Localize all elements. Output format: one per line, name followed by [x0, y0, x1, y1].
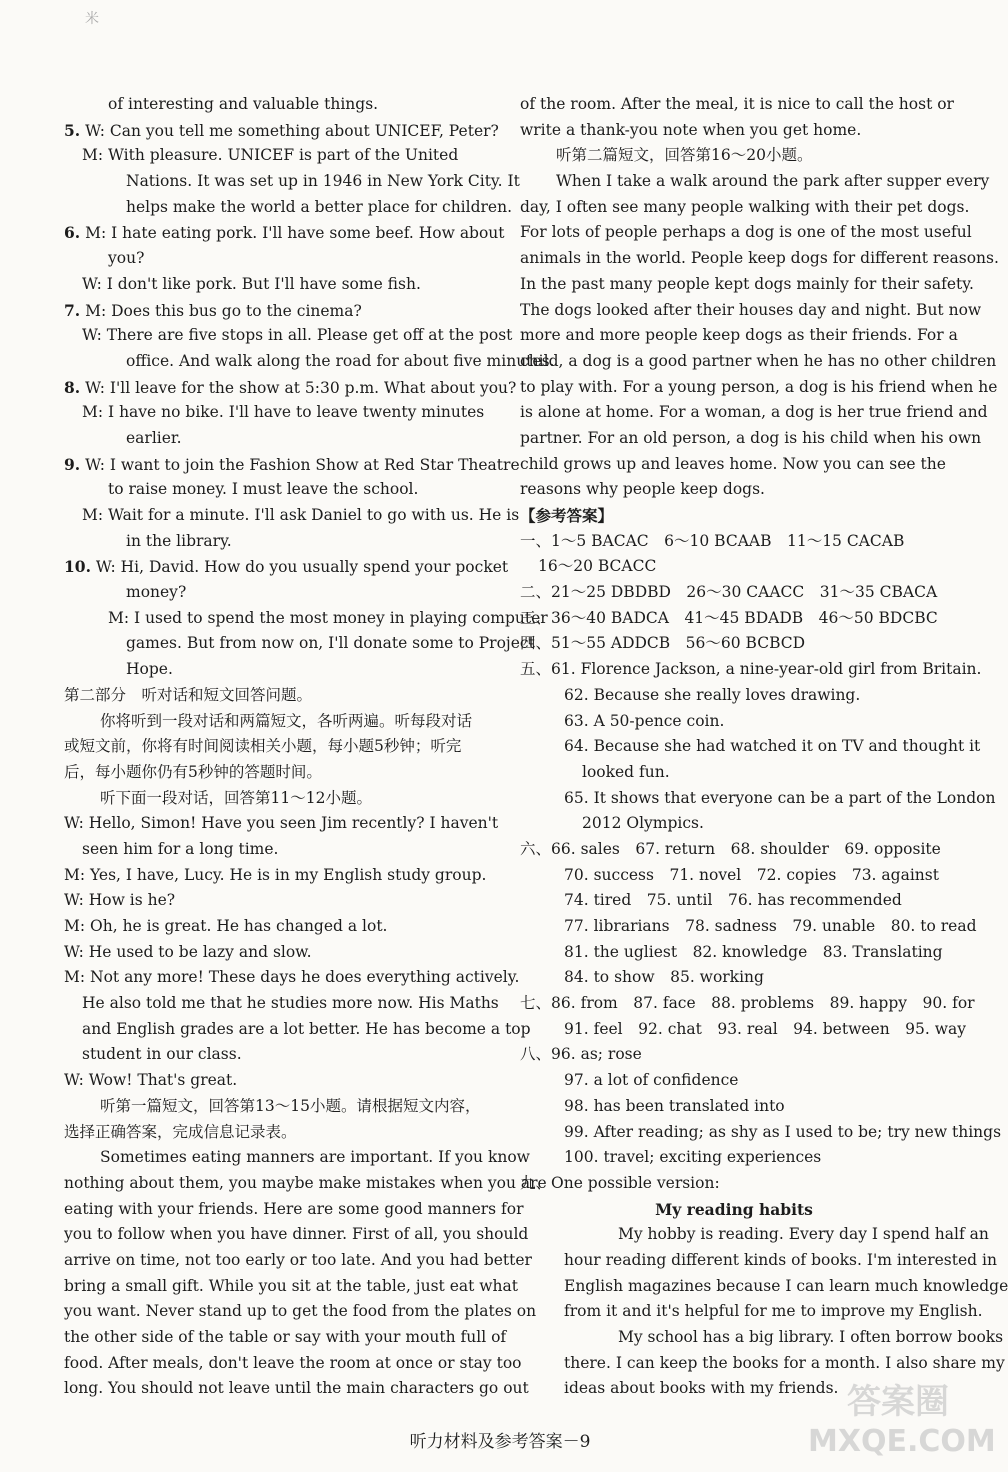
text-line: [64, 1145, 530, 1171]
line-text: 七、86. from 87. face 88. problems 89. happy 90. for: [520, 994, 975, 1013]
line-text: M: Yes, I have, Lucy. He is in my English study group.: [64, 865, 487, 884]
line-text: W: I don't like pork. But I'll have some fish.: [82, 274, 421, 293]
text-line: [520, 272, 974, 298]
line-text: in the library.: [126, 531, 232, 550]
line-text: seen him for a long time.: [82, 839, 279, 858]
text-line: [520, 246, 999, 272]
question-number: 5.: [64, 120, 81, 140]
line-text: the other side of the table or say with your mouth full of: [64, 1328, 507, 1346]
line-text: food. After meals, don't leave the room at once or stay too: [64, 1353, 522, 1372]
text-line: [64, 811, 499, 837]
text-line: [64, 1376, 529, 1402]
line-text: 64. Because she had watched it on TV and thought it: [564, 737, 981, 756]
line-text: 70. success 71. novel 72. copies 73. against: [564, 865, 939, 884]
line-text: 六、66. sales 67. return 68. shoulder 69. opposite: [520, 839, 941, 858]
line-text: 84. to show 85. working: [564, 968, 764, 987]
watermark-text: 答案圈: [847, 1382, 949, 1422]
line-text: W: He used to be lazy and slow.: [64, 942, 312, 961]
text-line: [520, 529, 948, 555]
line-text: 81. the ugliest 82. knowledge 83. Translating: [564, 942, 943, 961]
line-text: 听第二篇短文，回答第16～20小题。: [556, 146, 813, 165]
text-line: [520, 220, 972, 246]
line-text: M: Wait for a minute. I'll ask Daniel to go with us. He is: [82, 506, 520, 524]
text-line: [64, 92, 496, 118]
line-text: Sometimes eating manners are important. If you know: [100, 1148, 530, 1167]
text-line: [64, 220, 505, 246]
line-text: helps make the world a better place for children.: [126, 197, 513, 216]
line-text: 【参考答案】: [520, 506, 614, 525]
text-line: [520, 1351, 1005, 1377]
line-text: 100. travel; exciting experiences: [564, 1148, 822, 1167]
text-line: [64, 1325, 507, 1351]
text-line: [520, 477, 948, 503]
line-text: 99. After reading; as shy as I used to be; try new things: [564, 1122, 1002, 1141]
line-text: 四、51～55 ADDCB 56～60 BCBCD: [520, 634, 806, 653]
line-text: 77. librarians 78. sadness 79. unable 80. to read: [564, 917, 977, 935]
line-text: 听第一篇短文，回答第13～15小题。请根据短文内容，: [100, 1096, 481, 1115]
text-line: [64, 1299, 537, 1325]
line-text: arrive on time, not too early or too late. And you had better: [64, 1250, 532, 1269]
line-text: 或短文前，你将有时间阅读相关小题，每小题5秒钟；听完: [64, 737, 462, 756]
line-text: office. And walk along the road for about five minutes.: [126, 351, 555, 370]
text-line: [64, 118, 499, 144]
text-line: [520, 709, 948, 735]
line-text: For lots of people perhaps a dog is one of the most useful: [520, 223, 972, 242]
corner-mark: 米: [85, 11, 99, 27]
text-line: [64, 323, 513, 349]
text-line: [520, 786, 996, 812]
line-text: W: There are five stops in all. Please get off at the post: [82, 326, 513, 345]
text-line: [520, 580, 948, 606]
question-number: 7.: [64, 300, 81, 320]
text-line: [520, 195, 970, 221]
line-text: M: I have no bike. I'll have to leave twenty minutes: [82, 403, 485, 422]
line-text: 一、1～5 BACAC 6～10 BCAAB 11～15 CACAB: [520, 531, 905, 550]
line-text: looked fun.: [582, 762, 670, 781]
line-text: and English grades are a lot better. He has become a top: [82, 1019, 531, 1038]
text-line: [64, 888, 496, 914]
text-line: [520, 734, 981, 760]
line-text: He also told me that he studies more now. His Maths: [82, 994, 499, 1013]
line-text: English magazines because I can learn much knowledge: [564, 1276, 1008, 1295]
text-line: [64, 1017, 531, 1043]
line-text: child grows up and leaves home. Now you can see the: [520, 454, 946, 473]
text-line: [520, 143, 948, 169]
line-text: partner. For an old person, a dog is his child when his own: [520, 428, 982, 447]
text-line: [520, 631, 948, 657]
line-text: day, I often see many people walking with their pet dogs.: [520, 197, 970, 216]
text-line: [520, 118, 948, 144]
line-text: money?: [126, 583, 187, 602]
text-line: [64, 1068, 496, 1094]
text-line: [520, 1197, 948, 1223]
text-line: [520, 1222, 989, 1248]
text-line: [520, 837, 948, 863]
text-line: [520, 914, 977, 940]
line-text: 62. Because she really loves drawing.: [564, 685, 861, 704]
line-text: to play with. For a young person, a dog is his friend when he: [520, 377, 998, 396]
text-line: [64, 940, 496, 966]
text-line: [520, 1171, 948, 1197]
question-number: 8.: [64, 377, 81, 397]
text-line: [64, 1197, 524, 1223]
text-line: [520, 375, 998, 401]
line-text: Hope.: [126, 660, 173, 679]
text-line: [64, 195, 513, 221]
line-text: eating with your friends. Here are some good manners for: [64, 1199, 524, 1218]
text-line: [64, 965, 520, 991]
line-text: W: I want to join the Fashion Show at Red Star Theatre: [80, 455, 520, 474]
text-line: [64, 1171, 547, 1197]
text-line: [520, 169, 990, 195]
line-text: 98. has been translated into: [564, 1096, 785, 1115]
line-text: 2012 Olympics.: [582, 814, 704, 833]
line-text: In the past many people kept dogs mainly for their safety.: [520, 274, 974, 293]
text-line: [64, 169, 520, 195]
line-text: 五、61. Florence Jackson, a nine-year-old girl from Britain.: [520, 660, 982, 679]
question-number: 10.: [64, 557, 91, 577]
line-text: 第二部分 听对话和短文回答问题。: [64, 685, 313, 704]
line-text: games. But from now on, I'll donate some to Project: [126, 634, 535, 653]
text-line: [520, 1325, 1004, 1351]
text-line: [64, 709, 496, 735]
text-line: [520, 1299, 983, 1325]
line-text: you want. Never stand up to get the food from the plates on: [64, 1302, 537, 1321]
line-text: M: I used to spend the most money in playing computer: [108, 608, 548, 627]
text-line: [64, 246, 496, 272]
line-text: Nations. It was set up in 1946 in New York City. It: [126, 172, 520, 191]
line-text: W: Hi, David. How do you usually spend your pocket: [90, 558, 509, 577]
line-text: 63. A 50-pence coin.: [564, 711, 725, 730]
text-line: [64, 657, 496, 683]
line-text: long. You should not leave until the main characters go out: [64, 1379, 529, 1398]
line-text: My school has a big library. I often borrow books: [618, 1328, 1004, 1346]
text-line: [64, 1120, 496, 1146]
line-text: you?: [108, 249, 145, 268]
watermark-domain: MXQE.COM: [808, 1424, 996, 1459]
line-text: 听下面一段对话，回答第11～12小题。: [100, 788, 372, 807]
text-line: [520, 92, 954, 118]
question-number: 9.: [64, 454, 81, 474]
text-line: [64, 580, 496, 606]
text-line: [64, 452, 520, 478]
text-line: [520, 1094, 948, 1120]
text-line: [520, 1068, 948, 1094]
text-line: [520, 349, 997, 375]
line-text: 九、One possible version:: [520, 1173, 720, 1192]
line-text: The dogs looked after their houses day and night. But now: [520, 300, 982, 319]
line-text: is alone at home. For a woman, a dog is her true friend and: [520, 403, 988, 422]
line-text: W: How is he?: [64, 891, 176, 910]
text-line: [64, 375, 517, 401]
line-text: 91. feel 92. chat 93. real 94. between 95. way: [564, 1019, 967, 1038]
text-line: [64, 477, 496, 503]
text-line: [64, 837, 496, 863]
text-line: [64, 503, 520, 529]
text-line: [64, 349, 555, 375]
line-text: 65. It shows that everyone can be a part of the London: [564, 788, 996, 807]
line-text: 三、36～40 BADCA 41～45 BDADB 46～50 BDCBC: [520, 608, 938, 627]
line-text: reasons why people keep dogs.: [520, 480, 765, 499]
text-line: [64, 400, 496, 426]
text-line: [520, 1248, 997, 1274]
line-text: write a thank-you note when you get home.: [520, 120, 862, 139]
line-text: ideas about books with my friends.: [564, 1379, 839, 1398]
text-line: [520, 991, 975, 1017]
line-text: W: Can you tell me something about UNICEF, Peter?: [80, 121, 499, 140]
text-line: [520, 452, 948, 478]
line-text: you to follow when you have dinner. First of all, you should: [64, 1225, 529, 1244]
line-text: bring a small gift. While you sit at the table, just eat what: [64, 1276, 518, 1295]
line-text: M: I hate eating pork. I'll have some beef. How about: [80, 224, 505, 243]
text-line: [520, 760, 948, 786]
text-line: [520, 1145, 948, 1171]
text-line: [64, 1274, 518, 1300]
line-text: there. I can keep the books for a month. I also share my: [564, 1353, 1005, 1372]
text-line: [520, 606, 948, 632]
text-line: [520, 323, 958, 349]
page-footer: 听力材料及参考答案－9: [409, 1432, 591, 1452]
line-text: 二、21～25 DBDBD 26～30 CAACC 31～35 CBACA: [520, 583, 938, 602]
text-line: [520, 298, 982, 324]
line-text: My reading habits: [655, 1199, 813, 1219]
text-line: [520, 1274, 1008, 1300]
text-line: [520, 426, 982, 452]
line-text: earlier.: [126, 428, 182, 447]
line-text: 后，每小题你仍有5秒钟的答题时间。: [64, 762, 322, 781]
line-text: hour reading different kinds of books. I'm interested in: [564, 1250, 997, 1269]
text-line: [520, 863, 948, 889]
text-line: [520, 657, 982, 683]
text-line: [520, 940, 948, 966]
line-text: 你将听到一段对话和两篇短文，各听两遍。听每段对话: [100, 711, 473, 730]
line-text: student in our class.: [82, 1045, 242, 1064]
text-line: [64, 1094, 496, 1120]
line-text: My hobby is reading. Every day I spend half an: [618, 1225, 989, 1244]
line-text: nothing about them, you maybe make mistakes when you are: [64, 1173, 547, 1192]
text-line: [64, 1222, 529, 1248]
text-line: [64, 529, 496, 555]
line-text: to raise money. I must leave the school.: [108, 480, 419, 499]
text-line: [520, 1017, 967, 1043]
text-line: [64, 1351, 522, 1377]
line-text: child, a dog is a good partner when he has no other children: [520, 351, 997, 370]
text-line: [520, 554, 948, 580]
line-text: 16～20 BCACC: [538, 557, 657, 576]
text-line: [520, 1120, 1002, 1146]
line-text: 选择正确答案，完成信息记录表。: [64, 1122, 297, 1141]
text-line: [520, 888, 948, 914]
line-text: animals in the world. People keep dogs for different reasons.: [520, 249, 999, 268]
text-line: [64, 991, 499, 1017]
line-text: M: With pleasure. UNICEF is part of the United: [82, 146, 459, 165]
text-line: [64, 554, 509, 580]
line-text: W: I'll leave for the show at 5:30 p.m. What about you?: [80, 378, 517, 397]
line-text: more and more people keep dogs as their friends. For a: [520, 326, 958, 345]
text-line: [520, 400, 988, 426]
line-text: from it and it's helpful for me to improve my English.: [564, 1302, 983, 1321]
text-line: [64, 272, 496, 298]
text-line: [64, 1042, 496, 1068]
line-text: When I take a walk around the park after supper every: [556, 172, 990, 191]
text-line: [520, 811, 948, 837]
text-line: [64, 734, 496, 760]
line-text: M: Does this bus go to the cinema?: [80, 301, 362, 320]
text-line: [64, 760, 496, 786]
text-line: [64, 606, 548, 632]
text-line: [520, 965, 948, 991]
text-line: [64, 1248, 532, 1274]
text-line: [520, 683, 948, 709]
text-line: [64, 683, 496, 709]
line-text: M: Not any more! These days he does everything actively.: [64, 968, 520, 987]
line-text: 97. a lot of confidence: [564, 1071, 739, 1090]
line-text: W: Wow! That's great.: [64, 1071, 238, 1090]
text-line: [64, 631, 535, 657]
line-text: of the room. After the meal, it is nice to call the host or: [520, 95, 954, 113]
line-text: 74. tired 75. until 76. has recommended: [564, 891, 902, 910]
line-text: 八、96. as; rose: [520, 1045, 642, 1064]
text-line: [64, 426, 496, 452]
watermark-logo: [808, 1382, 996, 1462]
text-line: [64, 298, 496, 324]
text-line: [520, 1042, 948, 1068]
line-text: M: Oh, he is great. He has changed a lot.: [64, 917, 388, 935]
left-column: [64, 92, 555, 1402]
text-line: [64, 143, 496, 169]
line-text: W: Hello, Simon! Have you seen Jim recently? I haven't: [64, 814, 499, 833]
question-number: 6.: [64, 223, 81, 243]
text-line: [64, 786, 496, 812]
text-line: [520, 503, 948, 529]
line-text: of interesting and valuable things.: [108, 95, 379, 113]
text-line: [64, 863, 496, 889]
text-line: [64, 914, 496, 940]
